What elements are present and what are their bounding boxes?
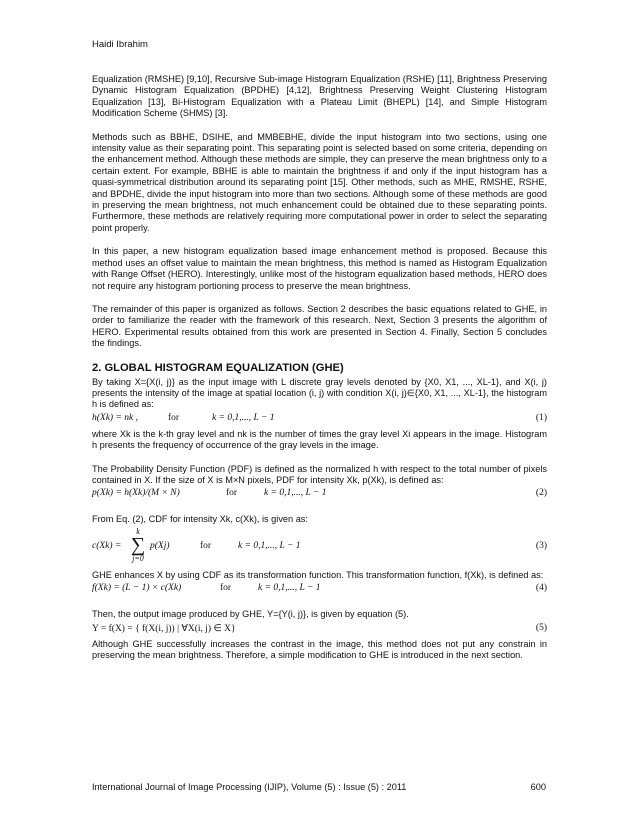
equation-5	[92, 623, 547, 637]
section-heading: 2. GLOBAL HISTOGRAM EQUALIZATION (GHE)	[92, 361, 344, 374]
paragraph-organization: The remainder of this paper is organized as follows. Section 2 describes the basic equations related to GHE, in order to familiarize the reader with the framework of this research. Next, Section 3 presents the algorithm of HERO. Experimental results obtained from this work are presented in Section 4. Finally, Section 5 concludes the findings.	[92, 303, 547, 349]
equation-4	[92, 583, 547, 597]
equation-3	[92, 528, 547, 568]
footer-journal: International Journal of Image Processing (IJIP), Volume (5) : Issue (5) : 2011	[92, 782, 407, 792]
equation-1	[92, 413, 547, 427]
equation-3-sum-bottom: j=0	[132, 553, 144, 563]
equation-3-term: p(Xj)	[150, 540, 170, 551]
paragraph-methods: Methods such as BBHE, DSIHE, and MMBEBHE, divide the input histogram into two sections, using one intensity value as their separating point. This separating point is selected based on some criteria, depending on the enhancement method. Although these methods are simple, they can preserve the mean brightness only to a certain extent. For example, BBHE is able to maintain the brightness if and only if the input histogram has a quasi-symmetrical distribution around its separating point [15]. Other methods, such as MHE, RMSHE, RSHE, and BPDHE, divide the input histogram into more than two sections. Although some of these methods are good in preserving the mean brightness, not much enhancement could be obtained due to these separating points. Furthermore, these methods are relatively requiring more computational power in order to select the separating point properly.	[92, 131, 547, 233]
paragraph-pdf-def: The Probability Density Function (PDF) is defined as the normalized h with respect to the total number of pixels contained in X. If the size of X is M×N pixels, PDF for intensity Xk, p(Xk), is defined as:	[92, 463, 547, 485]
equation-1-range: k = 0,1,..., L − 1	[212, 412, 275, 423]
summation-symbol: ∑	[130, 533, 146, 556]
equation-3-lhs: c(Xk) =	[92, 540, 122, 551]
equation-1-number: (1)	[535, 412, 547, 423]
equation-4-for: for	[220, 583, 232, 594]
equation-2-for: for	[226, 488, 238, 499]
equation-2	[92, 488, 547, 502]
paragraph-output-def: Then, the output image produced by GHE, Y={Y(i, j)}, is given by equation (5).	[92, 609, 409, 620]
equation-3-sum-top: k	[136, 526, 140, 536]
paragraph-histogram-def: By taking X={X(i, j)} as the input image with L discrete gray levels denoted by {X0, X1, ..., XL-1}, and X(i, j) presents the intensity of the image at spatial location (i, j) with condition X(i, j)∈{X0, X1, ..., XL-1}, the histogram h is defined as:	[92, 376, 547, 410]
equation-1-lhs: h(Xk) = nk ,	[92, 412, 138, 423]
equation-5-lhs: Y = f(X) = { f(X(i, j)) | ∀X(i, j) ∈ X}	[92, 623, 236, 634]
equation-4-range: k = 0,1,..., L − 1	[258, 583, 321, 594]
paragraph-transform-def: GHE enhances X by using CDF as its transformation function. This transformation function, f(Xk), is defined as:	[92, 569, 544, 580]
equation-2-lhs: p(Xk) = h(Xk)/(M × N)	[92, 488, 180, 499]
paragraph-ghe-limitation: Although GHE successfully increases the contrast in the image, this method does not put any constrain in preserving the mean brightness. Therefore, a simple modification to GHE is introduced in the next section.	[92, 638, 547, 660]
equation-3-for: for	[200, 540, 212, 551]
equation-2-range: k = 0,1,..., L − 1	[264, 488, 327, 499]
body-text	[92, 74, 547, 673]
running-head-author: Haidi Ibrahim	[92, 39, 148, 50]
equation-2-number: (2)	[535, 488, 547, 499]
paragraph-proposal: In this paper, a new histogram equalization based image enhancement method is proposed. Because this method uses an offset value to maintain the mean brightness, this method is named as Histogram Equalization with Range Offset (HERO). Interestingly, unlike most of the histogram equalization based methods, HERO does not require any histogram portioning process to preserve the mean brightness.	[92, 246, 547, 291]
equation-5-number: (5)	[535, 622, 547, 633]
paragraph-histogram-explain: where Xk is the k-th gray level and nk is the number of times the gray level Xi appears in the image. Histogram h presents the frequency of occurrence of the gray levels in the image.	[92, 428, 547, 451]
paragraph-cdf-def: From Eq. (2), CDF for intensity Xk, c(Xk), is given as:	[92, 514, 308, 525]
footer-page-number: 600	[530, 782, 546, 792]
equation-4-number: (4)	[535, 583, 547, 594]
equation-3-summation	[130, 527, 146, 563]
equation-1-for: for	[168, 412, 180, 423]
page-footer	[92, 782, 546, 792]
equation-4-lhs: f(Xk) = (L − 1) × c(Xk)	[92, 583, 182, 594]
equation-3-range: k = 0,1,..., L − 1	[238, 540, 301, 551]
equation-3-number: (3)	[535, 540, 547, 551]
paragraph-intro-continued: Equalization (RMSHE) [9,10], Recursive Sub-image Histogram Equalization (RSHE) [11], Brightness Preserving Dynamic Histogram Equalization (BPDHE) [4,12], Brightness Preserving Weight Clustering Histogram Equalization [13], Bi-Histogram Equalization with a Plateau Limit (BHEPL) [14], and Simple Histogram Modification Scheme (SHMS) [3].	[92, 74, 547, 119]
